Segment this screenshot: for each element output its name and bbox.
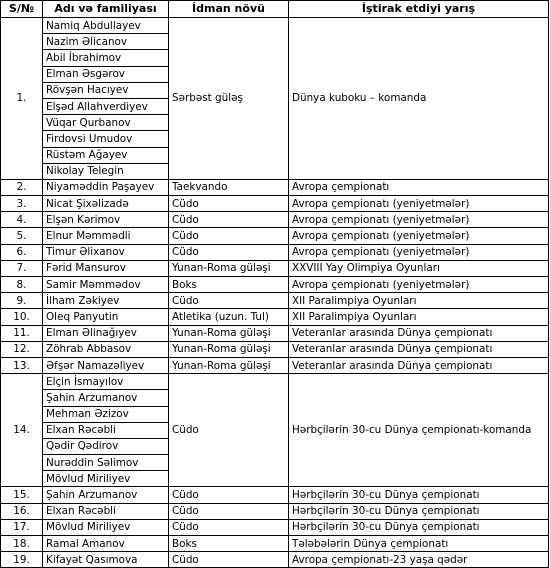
sport-type: Cüdo — [169, 503, 289, 519]
competition-event: Avropa çempionatı-23 yaşa qədər — [289, 552, 549, 568]
athlete-name: Namiq Abdullayev — [43, 18, 169, 34]
competition-event: XII Paralimpiya Oyunları — [289, 309, 549, 325]
athlete-name: Elman Əlinağıyev — [43, 325, 169, 341]
athlete-name: Elşəd Allahverdiyev — [43, 98, 169, 114]
competition-event: Tələbələrin Dünya çempionatı — [289, 536, 549, 552]
competition-event: Veteranlar arasında Dünya çempionatı — [289, 357, 549, 373]
competition-event: Hərbçilərin 30-cu Dünya çempionatı-komanda — [289, 374, 549, 487]
table-row — [1, 519, 549, 535]
athlete-name: Samir Məmmədov — [43, 277, 169, 293]
sport-type: Cüdo — [169, 374, 289, 487]
competition-event: Avropa çempionatı (yeniyetmələr) — [289, 277, 549, 293]
row-number: 3. — [1, 196, 43, 212]
row-number: 10. — [1, 309, 43, 325]
athlete-name: Rüstəm Ağayev — [43, 147, 169, 163]
sport-type: Cüdo — [169, 244, 289, 260]
athlete-name: Zöhrab Abbasov — [43, 341, 169, 357]
table-row — [1, 487, 549, 503]
athlete-name: İlham Zəkiyev — [43, 293, 169, 309]
header-event: İştirak etdiyi yarış — [289, 1, 549, 18]
athlete-name: Mehman Əzizov — [43, 406, 169, 422]
sport-type: Yunan-Roma güləşi — [169, 357, 289, 373]
competition-event: XXVIII Yay Olimpiya Oyunları — [289, 260, 549, 276]
athlete-name: Vüqar Qurbanov — [43, 115, 169, 131]
sport-type: Cüdo — [169, 196, 289, 212]
athlete-name: Ramal Amanov — [43, 536, 169, 552]
athlete-name: Elxan Rəcəbli — [43, 422, 169, 438]
competition-event: Dünya kuboku – komanda — [289, 18, 549, 180]
sport-type: Yunan-Roma güləşi — [169, 260, 289, 276]
table-row — [1, 325, 549, 341]
table-row — [1, 341, 549, 357]
competition-event: Avropa çempionatı (yeniyetmələr) — [289, 196, 549, 212]
athlete-name: Rövşən Hacıyev — [43, 82, 169, 98]
table-row — [1, 228, 549, 244]
sport-type: Cüdo — [169, 519, 289, 535]
table-row — [1, 212, 549, 228]
row-number: 16. — [1, 503, 43, 519]
table-row — [1, 244, 549, 260]
athlete-name: Mövlud Miriliyev — [43, 519, 169, 535]
competition-event: Avropa çempionatı (yeniyetmələr) — [289, 228, 549, 244]
table-row — [1, 374, 549, 390]
table-row — [1, 179, 549, 195]
athlete-name: Elnur Məmmədli — [43, 228, 169, 244]
row-number: 15. — [1, 487, 43, 503]
row-number: 4. — [1, 212, 43, 228]
athlete-name: Elman Əsgərov — [43, 66, 169, 82]
row-number: 11. — [1, 325, 43, 341]
sport-type: Boks — [169, 536, 289, 552]
competition-event: Hərbçilərin 30-cu Dünya çempionatı — [289, 519, 549, 535]
athlete-name: Firdovsi Umudov — [43, 131, 169, 147]
sport-type: Yunan-Roma güləşi — [169, 341, 289, 357]
row-number: 9. — [1, 293, 43, 309]
table-row — [1, 196, 549, 212]
sport-type: Boks — [169, 277, 289, 293]
athlete-name: Fərid Mansurov — [43, 260, 169, 276]
athlete-name: Şahin Arzumanov — [43, 390, 169, 406]
sport-type: Sərbəst güləş — [169, 18, 289, 180]
competition-event: Hərbçilərin 30-cu Dünya çempionatı — [289, 487, 549, 503]
row-number: 18. — [1, 536, 43, 552]
competition-event: Avropa çempionatı (yeniyetmələr) — [289, 212, 549, 228]
header-number: S/№ — [1, 1, 43, 18]
athlete-name: Elxan Rəcəbli — [43, 503, 169, 519]
sport-type: Cüdo — [169, 293, 289, 309]
row-number: 14. — [1, 374, 43, 487]
row-number: 13. — [1, 357, 43, 373]
sport-type: Cüdo — [169, 487, 289, 503]
row-number: 12. — [1, 341, 43, 357]
sport-type: Yunan-Roma güləşi — [169, 325, 289, 341]
athlete-name: Nikolay Telegin — [43, 163, 169, 179]
sport-type: Taekvando — [169, 179, 289, 195]
athlete-name: Oleq Panyutin — [43, 309, 169, 325]
athlete-name: Abil İbrahimov — [43, 50, 169, 66]
athlete-name: Əfşər Namazəliyev — [43, 357, 169, 373]
athlete-name: Elşən Kərimov — [43, 212, 169, 228]
athlete-name: Nurəddin Səlimov — [43, 455, 169, 471]
athlete-name: Nazim Əlicanov — [43, 34, 169, 50]
row-number: 7. — [1, 260, 43, 276]
sport-type: Atletika (uzun. Tul) — [169, 309, 289, 325]
table-row — [1, 552, 549, 568]
header-sport: İdman növü — [169, 1, 289, 18]
table-row — [1, 277, 549, 293]
header-name: Adı və familiyası — [43, 1, 169, 18]
athlete-name: Elçin İsmayılov — [43, 374, 169, 390]
row-number: 5. — [1, 228, 43, 244]
table-row — [1, 293, 549, 309]
table-row — [1, 260, 549, 276]
row-number: 19. — [1, 552, 43, 568]
athlete-name: Mövlud Miriliyev — [43, 471, 169, 487]
competition-event: Veteranlar arasında Dünya çempionatı — [289, 325, 549, 341]
table-row — [1, 309, 549, 325]
competition-event: Avropa çempionatı (yeniyetmələr) — [289, 244, 549, 260]
table-row — [1, 18, 549, 34]
competition-event: XII Paralimpiya Oyunları — [289, 293, 549, 309]
athlete-name: Şahin Arzumanov — [43, 487, 169, 503]
sport-type: Cüdo — [169, 228, 289, 244]
competition-event: Veteranlar arasında Dünya çempionatı — [289, 341, 549, 357]
sport-type: Cüdo — [169, 212, 289, 228]
table-row — [1, 357, 549, 373]
competition-event: Avropa çempionatı — [289, 179, 549, 195]
athlete-name: Kifayət Qasımova — [43, 552, 169, 568]
table-row — [1, 503, 549, 519]
row-number: 6. — [1, 244, 43, 260]
row-number: 17. — [1, 519, 43, 535]
row-number: 8. — [1, 277, 43, 293]
row-number: 2. — [1, 179, 43, 195]
athlete-name: Nicat Şixəlizadə — [43, 196, 169, 212]
sport-type: Cüdo — [169, 552, 289, 568]
header-row — [1, 1, 549, 18]
table-body — [1, 18, 549, 568]
athlete-name: Timur Əlixanov — [43, 244, 169, 260]
competition-event: Hərbçilərin 30-cu Dünya çempionatı — [289, 503, 549, 519]
athlete-name: Qədir Qədirov — [43, 438, 169, 454]
row-number: 1. — [1, 18, 43, 180]
athlete-name: Niyaməddin Paşayev — [43, 179, 169, 195]
